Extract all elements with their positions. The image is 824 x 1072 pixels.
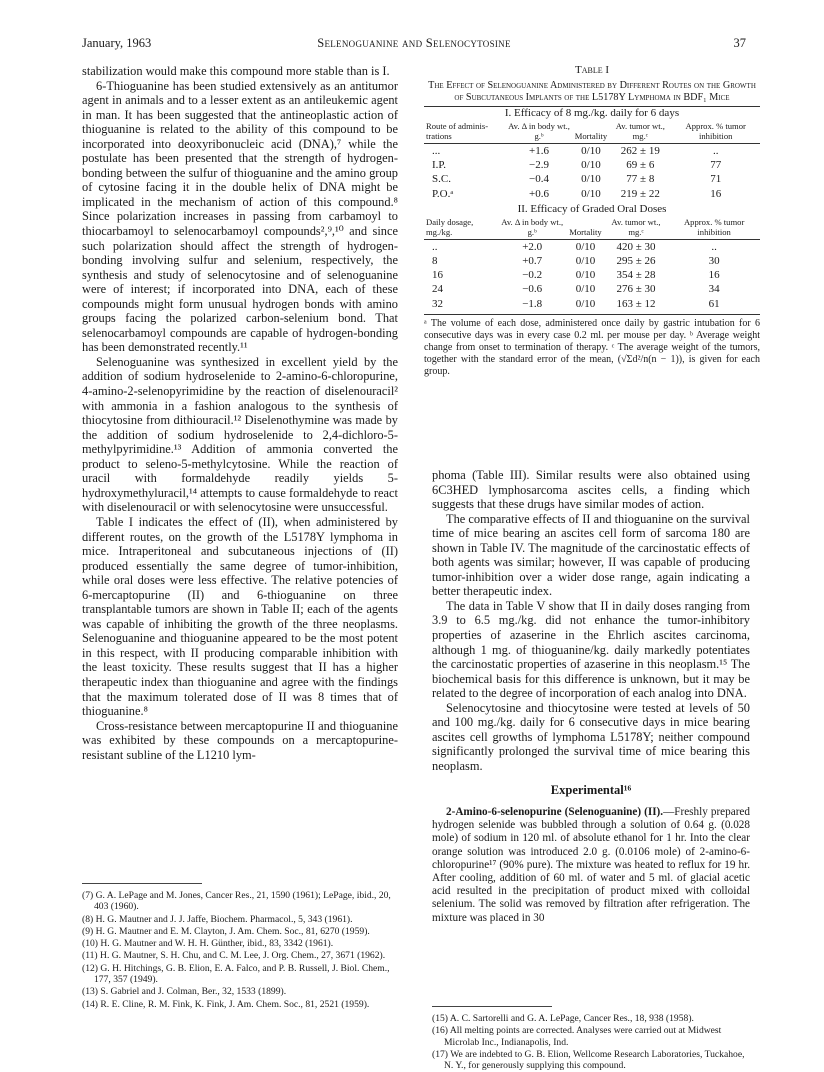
table-cell: 34 <box>708 283 720 296</box>
table-row <box>424 144 760 159</box>
column-header: Approx. % tumor inhibition <box>668 217 760 240</box>
table-cell: 77 ± 8 <box>626 173 655 186</box>
table-cell: 69 ± 6 <box>626 159 655 172</box>
footnote: (17) We are indebted to G. B. Elion, Wellcome Research Laboratories, Tuckahoe, N. Y., for generously supplying this compound. <box>432 1048 745 1072</box>
table-cell: 219 ± 22 <box>620 187 660 200</box>
experimental-paragraph <box>432 806 750 925</box>
table-cell: +0.6 <box>529 187 549 200</box>
footnote: (14) R. E. Cline, R. M. Fink, K. Fink, J. Am. Chem. Soc., 81, 2521 (1959). <box>82 998 370 1010</box>
footnote: (13) S. Gabriel and J. Colman, Ber., 32, 1533 (1899). <box>82 986 287 998</box>
column-header: Approx. % tumor inhibition <box>671 121 760 144</box>
footnote: (10) H. G. Mautner and W. H. H. Günther, ibid., 83, 3342 (1961). <box>82 938 334 950</box>
table-cell: 0/10 <box>575 269 596 282</box>
column-header: Route of adminis-trations <box>424 121 505 144</box>
table-notes: ᵃ The volume of each dose, administered once daily by gastric intubation for 6 consecutive days was in every case 0.2 ml. per mouse per day. ᵇ Average weight change from onset to termination of therapy. ᶜ The average weight of the tumors, together with the standard error of the mean, (√Σd²/n(n − 1)), is given for each group. <box>424 314 760 378</box>
issue-date: January, 1963 <box>82 36 152 50</box>
right-column <box>432 468 750 925</box>
table-cell: −0.6 <box>522 283 543 296</box>
table-cell: P.O.ᵃ <box>432 187 454 200</box>
experimental-compound-title: 2-Amino-6-selenopurine (Selenoguanine) (II). <box>446 806 664 819</box>
table-cell: S.C. <box>432 173 451 186</box>
footnote: (15) A. C. Sartorelli and G. A. LePage, Cancer Res., 18, 938 (1958). <box>432 1013 694 1024</box>
table-row <box>424 283 760 297</box>
table-cell: 71 <box>710 173 722 186</box>
table-cell: +0.7 <box>522 254 543 267</box>
table-cell: 16 <box>710 187 722 200</box>
table-cell: .. <box>712 144 719 157</box>
table-cell: 276 ± 30 <box>616 283 656 296</box>
running-title: Selenoguanine and Selenocytosine <box>317 36 511 50</box>
table-row <box>424 269 760 283</box>
table-cell: 61 <box>708 297 720 310</box>
paragraph: 6-Thioguanine has been studied extensively as an antitumor agent in animals and to a lesser extent as an antileukemic agent in man. It has been suggested that the antineoplastic action of thioguanine is related to the ability of this compound to be incorporated into deoxyribonucleic acid (DNA),⁷ while the postulate has been presented that the strength of hydrogen-bonding between the sulfur of thioguanine and the amino group of cytosine facing it in the double helix of DNA might be implicated in the mechanism of action of this compound.⁸ Since polarization increases in passing from carbamoyl to thiocarbamoyl to selenocarbamoyl compounds²,⁹,¹⁰ and since such polarization should affect the strength of hydrogen-bonding involving sulfur and selenium, respectively, the synthesis and study of selenocytosine and of selenoguanine were of interest; if incorporated into DNA, each of these compounds might form unusual hydrogen bonds with amino groups facing the polarized carbon-selenium bond. That selenocarbamoyl compounds are capable of hydrogen-bonding has been demonstrated recently.¹¹ <box>82 78 398 355</box>
table-row <box>424 159 760 173</box>
table-row <box>424 254 760 268</box>
paragraph: stabilization would make this compound more stable than is I. <box>82 64 390 78</box>
table-cell: −0.2 <box>522 269 543 282</box>
table-cell: .. <box>711 240 717 253</box>
footnote: (12) G. H. Hitchings, G. B. Elion, E. A. Falco, and P. B. Russell, J. Biol. Chem., 177, 357 (1949). <box>82 962 390 986</box>
table-cell: 0/10 <box>581 144 601 157</box>
table-cell: 420 ± 30 <box>616 240 656 253</box>
table-row <box>424 173 760 187</box>
table-cell: ... <box>432 144 441 157</box>
paragraph: Table I indicates the effect of (II), when administered by different routes, on the growth of the L5178Y lymphoma in mice. Intraperitoneal and subcutaneous injections of (II) produced essentially the same degree of tumor-inhibition, while oral doses were less effective. The relative potencies of 6-mercaptopurine (II) and 6-thioguanine on three transplantable tumors are shown in Table II; each of the agents was capable of inhibiting the growth of the three neoplasms. Selenoguanine and thioguanine appeared to be the most potent in this respect, with II producing comparable inhibition with the least toxicity. These results suggest that II has a higher therapeutic index than thioguanine and agree with the findings that the maximum tolerated dose of II was 8 times that of thioguanine.⁸ <box>82 514 398 719</box>
footnote-rule <box>432 1006 552 1007</box>
table-row <box>424 187 760 201</box>
running-head <box>82 36 746 52</box>
table-cell: −2.9 <box>529 159 549 172</box>
column-header: Av. tumor wt., mg.ᶜ <box>604 217 669 240</box>
column-header: Mortality <box>573 121 609 144</box>
table-cell: 8 <box>432 254 438 267</box>
table-row <box>424 297 760 311</box>
table-cell: .. <box>432 240 438 253</box>
column-header: Av. Δ in body wt., g.ᵇ <box>497 217 567 240</box>
column-header: Daily dosage, mg./kg. <box>424 217 497 240</box>
experimental-text: —Freshly prepared hydrogen selenide was bubbled through a solution of 0.64 g. (0.028 mole) of sodium in 120 ml. of absolute ethanol for 1 hr. Into the clear orange solution was introduced 2.0 g. (0.0106 mole) of 2-amino-6-chloropurine¹⁷ (90% pure). The mixture was heated to reflux for 19 hr. After cooling, addition of 60 ml. of water and 5 ml. of glacial acetic acid resulted in the precipitation of product mixed with colloidal selenium. The solid was removed by filtration after refrigeration. The mixture was placed in 30 <box>432 806 750 924</box>
table-cell: 0/10 <box>575 297 596 310</box>
left-column <box>82 64 398 762</box>
table-section-2 <box>424 217 760 311</box>
column-header: Mortality <box>567 217 603 240</box>
experimental-heading: Experimental¹⁶ <box>550 783 632 798</box>
footnote: (8) H. G. Mautner and J. J. Jaffe, Biochem. Pharmacol., 5, 343 (1961). <box>82 913 353 925</box>
table-cell: 16 <box>708 269 720 282</box>
table-cell: I.P. <box>432 159 447 172</box>
paragraph: The comparative effects of II and thioguanine on the survival time of mice bearing an ascites cell form of sarcoma 180 are shown in Table IV. The magnitude of the carcinostatic effects of both agents was similar; however, II was capable of producing tumor-inhibition over a wider dose range, again indicating a better therapeutic index. <box>432 511 750 599</box>
table-label: Table I <box>574 64 610 76</box>
page-number: 37 <box>733 36 746 50</box>
table-section-1 <box>424 121 760 201</box>
footnote: (9) H. G. Mautner and E. M. Clayton, J. Am. Chem. Soc., 81, 6270 (1959). <box>82 925 370 937</box>
column-header: Av. tumor wt., mg.ᶜ <box>609 121 671 144</box>
table-cell: 354 ± 28 <box>616 269 656 282</box>
table-cell: 30 <box>708 254 720 267</box>
footnotes-left <box>82 883 398 1011</box>
paragraph: Cross-resistance between mercaptopurine II and thioguanine was exhibited by these compounds on a mercaptopurine-resistant subline of the L1210 lym- <box>82 718 398 762</box>
table-cell: −0.4 <box>529 173 549 186</box>
table-cell: 24 <box>432 283 443 296</box>
table-cell: 0/10 <box>575 254 596 267</box>
table-section-heading: I. Efficacy of 8 mg./kg. daily for 6 days <box>424 106 760 119</box>
table-cell: 295 ± 26 <box>616 254 656 267</box>
paragraph: Selenoguanine was synthesized in excellent yield by the addition of sodium hydroselenide to 2-amino-6-chloropurine, 4-amino-2-selenopyrimidine by the reaction of diselenouracil² with ammonia in a fashion analogous to the synthesis of thiocytosine from dithiouracil.¹² Diselenothymine was made by the addition of sodium hydroselenide to 2,4-dichloro-5-methylpyrimidine.¹³ Addition of ammonia converted the product to seleno-5-methylcytosine. While the reaction of uracil with formaldehyde readily yields 5-hydroxymethyluracil,¹⁴ attempts to cause formaldehyde to react with diselenouracil or with selenocytosine were unsuccessful. <box>82 354 398 515</box>
table-cell: +2.0 <box>522 240 543 253</box>
table-cell: +1.6 <box>529 144 549 157</box>
paragraph: Selenocytosine and thiocytosine were tested at levels of 50 and 100 mg./kg. daily for 6 consecutive days in mice bearing ascites cell growths of lymphoma L5178Y; neither compound significantly prolonged the survival time of mice bearing this neoplasm. <box>432 700 750 773</box>
table-cell: 163 ± 12 <box>616 297 656 310</box>
column-header: Av. Δ in body wt., g.ᵇ <box>505 121 572 144</box>
paragraph: phoma (Table III). Similar results were also obtained using 6C3HED lymphosarcoma ascites cells, a finding which suggests that these drugs have similar modes of action. <box>432 468 750 512</box>
table-cell: 0/10 <box>581 187 601 200</box>
footnotes-right <box>432 1006 750 1072</box>
table-cell: 0/10 <box>575 240 596 253</box>
footnote-rule <box>82 883 202 884</box>
table-row <box>424 240 760 255</box>
footnote: (11) H. G. Mautner, S. H. Chu, and C. M. Lee, J. Org. Chem., 27, 3671 (1962). <box>82 950 386 962</box>
footnote: (16) All melting points are corrected. Analyses were carried out at Midwest Microlab Inc., Indianapolis, Ind. <box>432 1025 722 1048</box>
table-cell: 77 <box>710 159 722 172</box>
table-cell: −1.8 <box>522 297 543 310</box>
table-cell: 32 <box>432 297 443 310</box>
table-cell: 262 ± 19 <box>620 144 660 157</box>
paragraph: The data in Table V show that II in daily doses ranging from 3.9 to 6.5 mg./kg. did not enhance the tumor-inhibitory properties of azaserine in the Ehrlich ascites carcinoma, although 1 mg. of thioguanine/kg. daily markedly potentiates the carcinostatic properties of azaserine in this neoplasm.¹⁵ The biochemical basis for this difference is unknown, but it may be related to the degree of incorporation of each analog into DNA. <box>432 598 750 701</box>
table-1 <box>424 64 760 378</box>
table-cell: 0/10 <box>581 173 601 186</box>
table-section-heading: II. Efficacy of Graded Oral Doses <box>517 203 667 216</box>
table-title: The Effect of Selenoguanine Administered by Different Routes on the Growth of Subcutaneous Implants of the L5178Y Lymphoma in BDF₁ Mice <box>428 80 756 104</box>
table-cell: 0/10 <box>575 283 596 296</box>
footnote: (7) G. A. LePage and M. Jones, Cancer Res., 21, 1590 (1961); LePage, ibid., 20, 403 (1960). <box>82 890 391 913</box>
table-cell: 0/10 <box>581 159 601 172</box>
table-cell: 16 <box>432 269 443 282</box>
